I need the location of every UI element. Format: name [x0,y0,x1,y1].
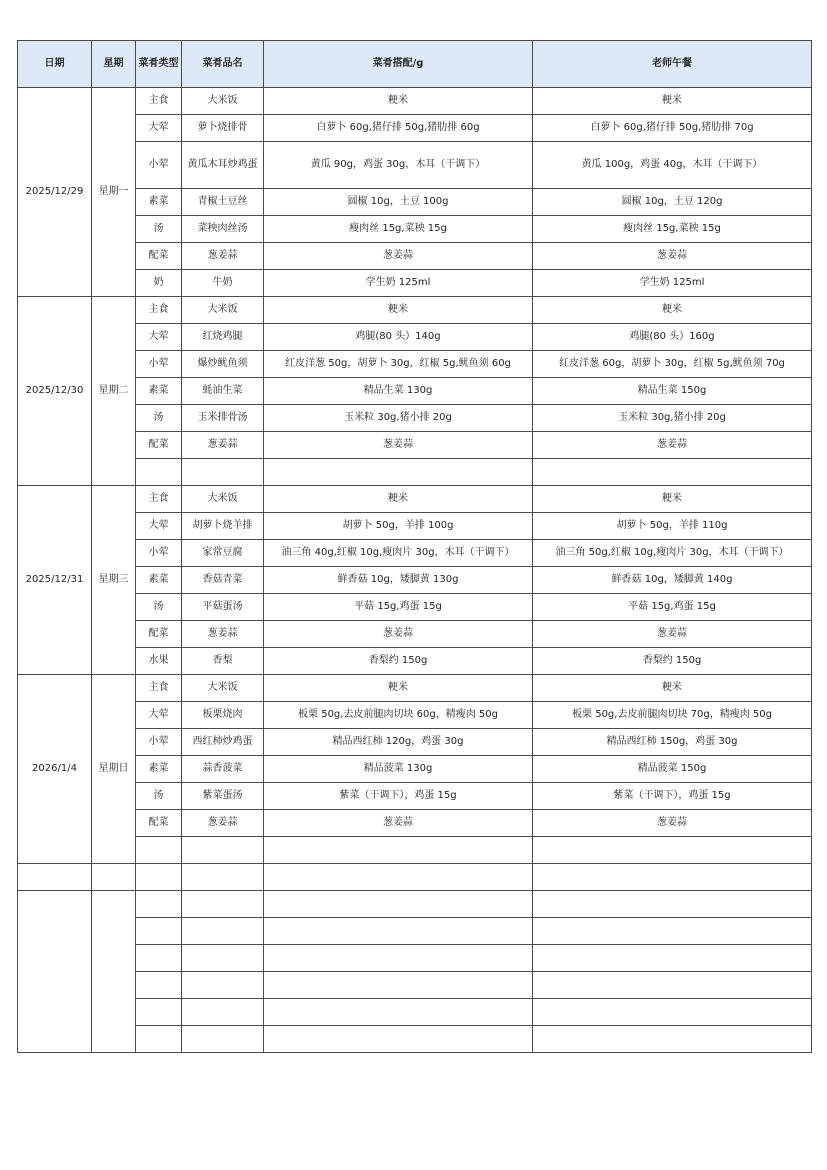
dish-cell: 胡萝卜烧羊排 [182,513,264,540]
category-cell: 素菜 [136,567,182,594]
ingredients-cell: 胡萝卜 50g，羊排 100g [264,513,533,540]
teacher-cell: 精品菠菜 150g [533,756,812,783]
table-row [18,432,812,459]
blank-date-cell [18,891,92,1053]
ingredients-cell: 平菇 15g,鸡蛋 15g [264,594,533,621]
dish-cell: 葱姜蒜 [182,243,264,270]
ingredients-cell: 葱姜蒜 [264,621,533,648]
blank-row [18,864,812,891]
blank-cell [182,864,264,891]
ingredients-cell: 学生奶 125ml [264,270,533,297]
teacher-cell: 油三角 50g,红椒 10g,瘦肉片 30g，木耳（干调下） [533,540,812,567]
blank-cell [136,864,182,891]
category-cell: 大荤 [136,513,182,540]
category-cell: 汤 [136,216,182,243]
blank-cell [92,864,136,891]
blank-cell [136,891,182,918]
blank-cell [533,1026,812,1053]
category-cell: 主食 [136,297,182,324]
category-cell: 汤 [136,594,182,621]
header-ingredients: 菜肴搭配/g [264,41,533,88]
ingredients-cell: 粳米 [264,486,533,513]
teacher-cell: 平菇 15g,鸡蛋 15g [533,594,812,621]
blank-row [18,972,812,999]
category-cell [136,459,182,486]
dish-cell: 红烧鸡腿 [182,324,264,351]
table-row [18,648,812,675]
table-row [18,594,812,621]
blank-cell [533,891,812,918]
menu-table [17,40,812,1053]
blank-cell [182,999,264,1026]
blank-cell [182,918,264,945]
ingredients-cell: 精品菠菜 130g [264,756,533,783]
weekday-cell: 星期三 [92,486,136,675]
dish-cell [182,459,264,486]
ingredients-cell: 白萝卜 60g,猪仔排 50g,猪肋排 60g [264,115,533,142]
dish-cell: 爆炒鱿鱼须 [182,351,264,378]
ingredients-cell: 粳米 [264,675,533,702]
dish-cell: 西红柿炒鸡蛋 [182,729,264,756]
category-cell: 素菜 [136,189,182,216]
table-row [18,513,812,540]
teacher-cell: 玉米粒 30g,猪小排 20g [533,405,812,432]
dish-cell: 葱姜蒜 [182,621,264,648]
teacher-cell: 瘦肉丝 15g,菜秧 15g [533,216,812,243]
header-weekday: 星期 [92,41,136,88]
table-row [18,675,812,702]
dish-cell: 葱姜蒜 [182,810,264,837]
category-cell: 汤 [136,783,182,810]
blank-weekday-cell [92,891,136,1053]
teacher-cell: 葱姜蒜 [533,243,812,270]
category-cell: 大荤 [136,324,182,351]
dish-cell: 大米饭 [182,486,264,513]
header-category: 菜肴类型 [136,41,182,88]
teacher-cell: 紫菜（干调下），鸡蛋 15g [533,783,812,810]
blank-cell [533,945,812,972]
teacher-cell: 葱姜蒜 [533,621,812,648]
teacher-cell: 圆椒 10g，土豆 120g [533,189,812,216]
blank-cell [182,1026,264,1053]
category-cell: 大荤 [136,115,182,142]
category-cell: 主食 [136,88,182,115]
table-row [18,459,812,486]
teacher-cell [533,837,812,864]
blank-row [18,945,812,972]
weekday-cell: 星期日 [92,675,136,864]
ingredients-cell: 圆椒 10g，土豆 100g [264,189,533,216]
blank-row [18,999,812,1026]
ingredients-cell: 瘦肉丝 15g,菜秧 15g [264,216,533,243]
blank-cell [136,945,182,972]
dish-cell: 菜秧肉丝汤 [182,216,264,243]
date-cell: 2025/12/29 [18,88,92,297]
category-cell: 主食 [136,486,182,513]
ingredients-cell: 葱姜蒜 [264,810,533,837]
table-row [18,837,812,864]
blank-cell [182,972,264,999]
table-row [18,783,812,810]
blank-cell [264,891,533,918]
blank-cell [264,945,533,972]
weekday-cell: 星期一 [92,88,136,297]
teacher-cell: 胡萝卜 50g，羊排 110g [533,513,812,540]
dish-cell: 香梨 [182,648,264,675]
teacher-cell: 精品生菜 150g [533,378,812,405]
dish-cell: 紫菜蛋汤 [182,783,264,810]
date-cell: 2025/12/30 [18,297,92,486]
blank-cell [136,1026,182,1053]
teacher-cell: 粳米 [533,88,812,115]
table-row [18,540,812,567]
teacher-cell [533,459,812,486]
category-cell: 奶 [136,270,182,297]
date-cell: 2025/12/31 [18,486,92,675]
ingredients-cell: 板栗 50g,去皮前腿肉切块 60g，精瘦肉 50g [264,702,533,729]
table-row [18,243,812,270]
dish-cell: 大米饭 [182,88,264,115]
dish-cell: 牛奶 [182,270,264,297]
teacher-cell: 葱姜蒜 [533,432,812,459]
dish-cell: 黄瓜木耳炒鸡蛋 [182,142,264,189]
category-cell: 小荤 [136,729,182,756]
ingredients-cell: 精品西红柿 120g，鸡蛋 30g [264,729,533,756]
category-cell: 素菜 [136,756,182,783]
teacher-cell: 精品西红柿 150g，鸡蛋 30g [533,729,812,756]
teacher-cell: 板栗 50g,去皮前腿肉切块 70g，精瘦肉 50g [533,702,812,729]
table-row [18,297,812,324]
ingredients-cell [264,459,533,486]
category-cell: 小荤 [136,142,182,189]
dish-cell [182,837,264,864]
blank-cell [18,864,92,891]
table-row [18,216,812,243]
dish-cell: 大米饭 [182,297,264,324]
category-cell: 小荤 [136,351,182,378]
table-row [18,621,812,648]
ingredients-cell: 鸡腿(80 头）140g [264,324,533,351]
teacher-cell: 粳米 [533,297,812,324]
blank-cell [182,945,264,972]
blank-cell [264,972,533,999]
table-row [18,378,812,405]
ingredients-cell: 玉米粒 30g,猪小排 20g [264,405,533,432]
blank-cell [136,918,182,945]
dish-cell: 萝卜烧排骨 [182,115,264,142]
teacher-cell: 香梨约 150g [533,648,812,675]
teacher-cell: 葱姜蒜 [533,810,812,837]
table-row [18,115,812,142]
blank-cell [264,999,533,1026]
date-cell: 2026/1/4 [18,675,92,864]
category-cell [136,837,182,864]
blank-row [18,891,812,918]
table-row [18,88,812,115]
category-cell: 水果 [136,648,182,675]
blank-cell [264,1026,533,1053]
category-cell: 配菜 [136,243,182,270]
teacher-cell: 白萝卜 60g,猪仔排 50g,猪肋排 70g [533,115,812,142]
header-date: 日期 [18,41,92,88]
category-cell: 配菜 [136,810,182,837]
ingredients-cell [264,837,533,864]
blank-cell [182,891,264,918]
table-row [18,756,812,783]
blank-cell [264,864,533,891]
dish-cell: 玉米排骨汤 [182,405,264,432]
teacher-cell: 黄瓜 100g，鸡蛋 40g，木耳（干调下） [533,142,812,189]
dish-cell: 蒜香菠菜 [182,756,264,783]
category-cell: 汤 [136,405,182,432]
dish-cell: 家常豆腐 [182,540,264,567]
category-cell: 小荤 [136,540,182,567]
ingredients-cell: 葱姜蒜 [264,432,533,459]
table-row [18,702,812,729]
header-teacher: 老师午餐 [533,41,812,88]
category-cell: 主食 [136,675,182,702]
teacher-cell: 学生奶 125ml [533,270,812,297]
ingredients-cell: 粳米 [264,88,533,115]
blank-row [18,918,812,945]
table-row [18,567,812,594]
header-row [18,41,812,88]
table-row [18,810,812,837]
ingredients-cell: 鲜香菇 10g，矮脚黄 130g [264,567,533,594]
category-cell: 大荤 [136,702,182,729]
ingredients-cell: 红皮洋葱 50g，胡萝卜 30g，红椒 5g,鱿鱼须 60g [264,351,533,378]
table-row [18,189,812,216]
category-cell: 素菜 [136,378,182,405]
blank-cell [533,864,812,891]
dish-cell: 大米饭 [182,675,264,702]
blank-cell [533,918,812,945]
dish-cell: 板栗烧肉 [182,702,264,729]
table-row [18,270,812,297]
blank-cell [264,918,533,945]
header-dish: 菜肴品名 [182,41,264,88]
ingredients-cell: 葱姜蒜 [264,243,533,270]
blank-cell [533,999,812,1026]
ingredients-cell: 油三角 40g,红椒 10g,瘦肉片 30g，木耳（干调下） [264,540,533,567]
blank-cell [533,972,812,999]
ingredients-cell: 粳米 [264,297,533,324]
ingredients-cell: 紫菜（干调下），鸡蛋 15g [264,783,533,810]
table-row [18,142,812,189]
ingredients-cell: 香梨约 150g [264,648,533,675]
ingredients-cell: 黄瓜 90g，鸡蛋 30g，木耳（干调下） [264,142,533,189]
blank-row [18,1026,812,1053]
teacher-cell: 红皮洋葱 60g，胡萝卜 30g，红椒 5g,鱿鱼须 70g [533,351,812,378]
teacher-cell: 鲜香菇 10g，矮脚黄 140g [533,567,812,594]
dish-cell: 香菇青菜 [182,567,264,594]
table-row [18,324,812,351]
teacher-cell: 粳米 [533,486,812,513]
dish-cell: 蚝油生菜 [182,378,264,405]
table-row [18,405,812,432]
category-cell: 配菜 [136,432,182,459]
table-row [18,351,812,378]
dish-cell: 青椒土豆丝 [182,189,264,216]
table-row [18,729,812,756]
teacher-cell: 粳米 [533,675,812,702]
dish-cell: 葱姜蒜 [182,432,264,459]
table-row [18,486,812,513]
dish-cell: 平菇蛋汤 [182,594,264,621]
blank-cell [136,972,182,999]
blank-cell [136,999,182,1026]
ingredients-cell: 精品生菜 130g [264,378,533,405]
category-cell: 配菜 [136,621,182,648]
weekday-cell: 星期二 [92,297,136,486]
teacher-cell: 鸡腿(80 头）160g [533,324,812,351]
